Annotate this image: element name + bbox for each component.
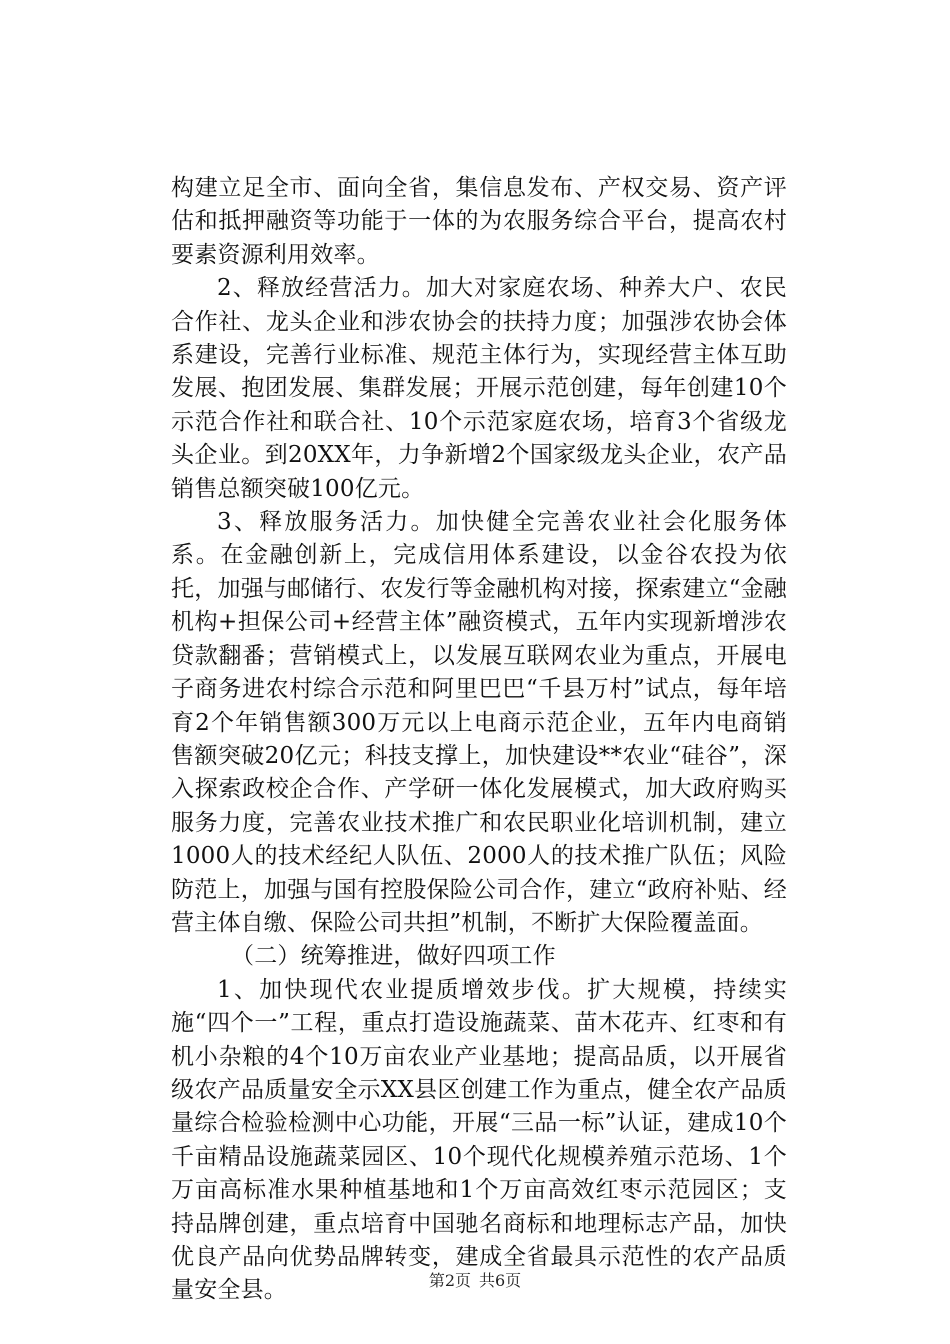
page-total: 共6页 <box>479 1271 522 1290</box>
page-number: 第2页 <box>428 1271 471 1290</box>
page-footer <box>0 1270 950 1292</box>
section-heading: （二）统筹推进，做好四项工作 <box>231 943 556 970</box>
paragraph-item-1: 1、加快现代农业提质增效步伐。扩大规模，持续实施“四个一”工程，重点打造设施蔬菜、苗木花卉、红枣和有机小杂粮的4个10万亩农业产业基地；提高品质，以开展省级农产品质量安全示XX县区创建工作为重点，健全农产品质量综合检验检测中心功能，开展“三品一标”认证，建成10个千亩精品设施蔬菜园区、10个现代化规模养殖示范场、1个万亩高标准水果种植基地和1个万亩高效红枣示范园区；支持品牌创建，重点培育中国驰名商标和地理标志产品，加快优良产品向优势品牌转变，建成全省最具示范性的农产品质量安全县。 <box>171 976 787 1304</box>
paragraph-item-2: 2、释放经营活力。加大对家庭农场、种养大户、农民合作社、龙头企业和涉农协会的扶持力度；加强涉农协会体系建设，完善行业标准、规范主体行为，实现经营主体互助发展、抱团发展、集群发展；开展示范创建，每年创建10个示范合作社和联合社、10个示范家庭农场，培育3个省级龙头企业。到20XX年，力争新增2个国家级龙头企业，农产品销售总额突破100亿元。 <box>171 275 787 502</box>
paragraph-item-3: 3、释放服务活力。加快健全完善农业社会化服务体系。在金融创新上，完成信用体系建设，以金谷农投为依托，加强与邮储行、农发行等金融机构对接，探索建立“金融机构+担保公司+经营主体”融资模式，五年内实现新增涉农贷款翻番；营销模式上，以发展互联网农业为重点，开展电子商务进农村综合示范和阿里巴巴“千县万村”试点，每年培育2个年销售额300万元以上电商示范企业，五年内电商销售额突破20亿元；科技支撑上，加快建设**农业“硅谷”，深入探索政校企合作、产学研一体化发展模式，加大政府购买服务力度，完善农业技术推广和农民职业化培训机制，建立1000人的技术经纪人队伍、2000人的技术推广队伍；风险防范上，加强与国有控股保险公司合作，建立“政府补贴、经营主体自缴、保险公司共担”机制，不断扩大保险覆盖面。 <box>171 509 787 936</box>
document-body <box>171 172 787 1308</box>
paragraph-continuation: 构建立足全市、面向全省，集信息发布、产权交易、资产评估和抵押融资等功能于一体的为农服务综合平台，提高农村要素资源利用效率。 <box>171 175 787 268</box>
